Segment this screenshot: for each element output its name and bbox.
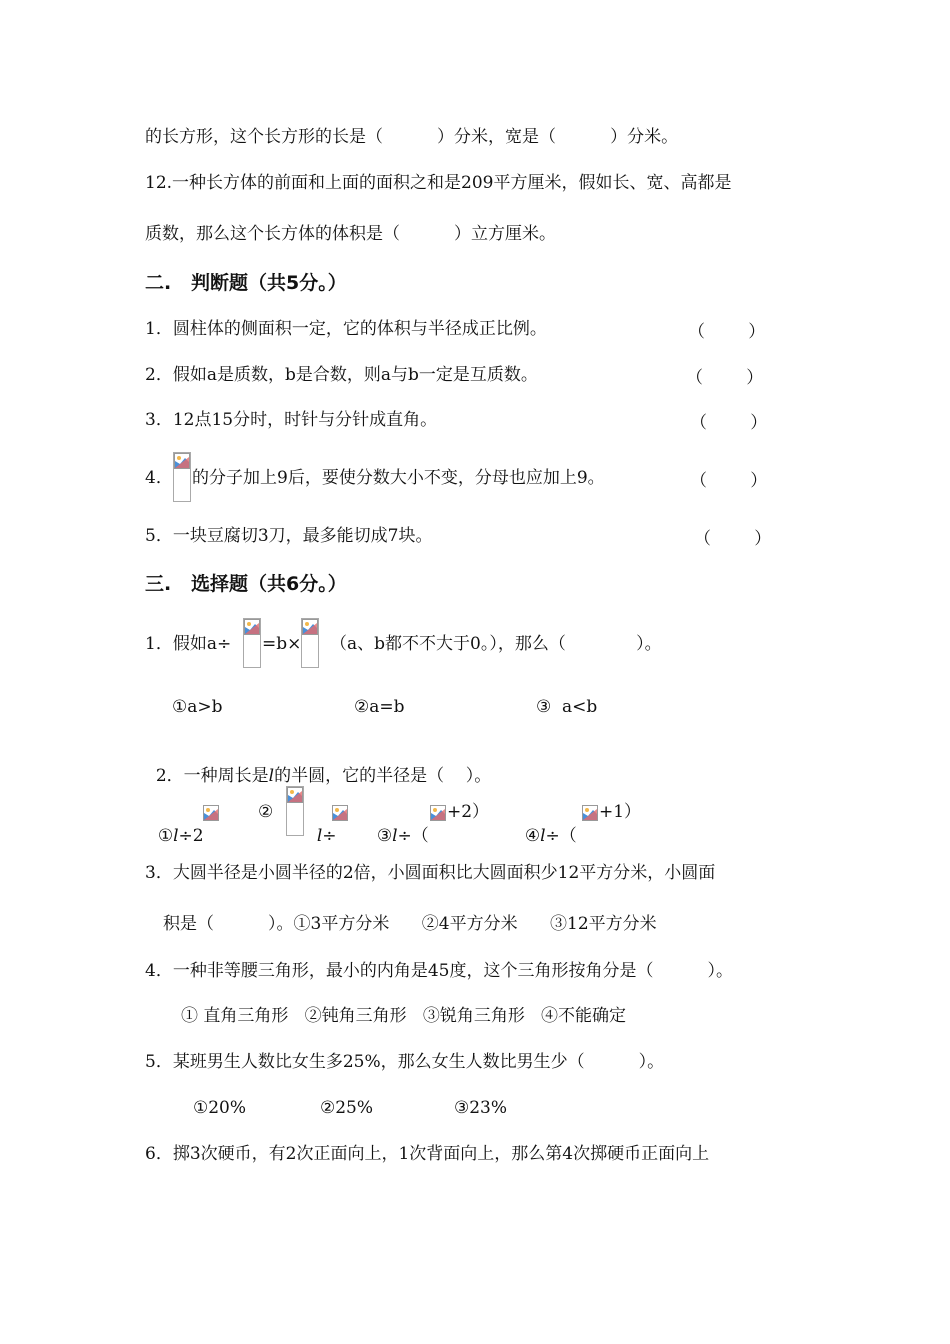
judge-item-2: 2．假如a是质数，b是合数，则a与b一定是互质数。	[145, 365, 538, 385]
choice2-option-2-label: ②	[258, 802, 274, 822]
fraction-image-icon	[301, 618, 319, 668]
judge-item-3: 3．12点15分时，时针与分针成直角。	[145, 410, 438, 430]
q12-line2: 质数，那么这个长方体的体积是（ ）立方厘米。	[145, 224, 557, 244]
choice1-option-2: ②a=b	[354, 697, 405, 717]
choice2-option-3: ③l÷（	[376, 826, 429, 846]
choice3-line2: 积是（ ）。①3平方分米 ②4平方分米 ③12平方分米	[163, 914, 657, 934]
judge-paren-3: （ ）	[690, 413, 768, 433]
judge-paren-5: （ ）	[694, 529, 772, 549]
fraction-image-icon	[173, 452, 191, 502]
choice5-line: 5．某班男生人数比女生多25%，那么女生人数比男生少（ ）。	[145, 1052, 665, 1072]
section2-heading: 二. 判断题（共5分。）	[145, 272, 347, 294]
choice2-option-4-end: +1）	[599, 802, 642, 822]
judge-paren-4: （ ）	[690, 471, 768, 491]
choice5-option-3: ③23%	[454, 1098, 508, 1118]
q11-continuation: 的长方形，这个长方形的长是（ ）分米，宽是（ ）分米。	[145, 127, 679, 147]
fraction-image-icon	[243, 618, 261, 668]
choice2-option-3-end: +2）	[447, 802, 490, 822]
choice4-options: ① 直角三角形 ②钝角三角形 ③锐角三角形 ④不能确定	[181, 1006, 627, 1026]
choice1-option-1: ①a>b	[172, 697, 223, 717]
fraction-image-icon	[286, 786, 304, 836]
image-icon	[332, 805, 348, 821]
image-icon	[203, 805, 219, 821]
judge-paren-1: （ ）	[688, 322, 766, 342]
choice3-line1: 3．大圆半径是小圆半径的2倍，小圆面积比大圆面积少12平方分米，小圆面	[145, 863, 716, 883]
choice5-option-1: ①20%	[193, 1098, 247, 1118]
judge-item-1: 1．圆柱体的侧面积一定，它的体积与半径成正比例。	[145, 319, 547, 339]
section3-heading: 三. 选择题（共6分。）	[145, 573, 347, 595]
judge-item-4-post: 的分子加上9后，要使分数大小不变，分母也应加上9。	[192, 468, 605, 488]
choice2-option-2: l÷	[316, 826, 337, 846]
choice2-line: 2．一种周长是l的半圆，它的半径是（ ）。	[155, 766, 492, 786]
choice1-option-3: ③ a<b	[536, 697, 598, 717]
choice2-option-1: ①l÷2	[157, 826, 204, 846]
judge-item-5: 5．一块豆腐切3刀，最多能切成7块。	[145, 526, 433, 546]
choice1-mid: =b×	[262, 634, 302, 654]
choice4-line: 4．一种非等腰三角形，最小的内角是45度，这个三角形按角分是（ ）。	[145, 961, 733, 981]
judge-paren-2: （ ）	[686, 368, 764, 388]
choice5-option-2: ②25%	[320, 1098, 374, 1118]
image-icon	[430, 805, 446, 821]
choice6-line: 6．掷3次硬币，有2次正面向上，1次背面向上，那么第4次掷硬币正面向上	[145, 1144, 710, 1164]
choice1-pre: 1．假如a÷	[145, 634, 232, 654]
judge-item-4-pre: 4．	[145, 468, 173, 488]
q12-line1: 12.一种长方体的前面和上面的面积之和是209平方厘米，假如长、宽、高都是	[145, 173, 732, 193]
image-icon	[582, 805, 598, 821]
choice1-post: （a、b都不不大于0。），那么（ ）。	[330, 634, 662, 654]
choice2-option-4: ④l÷（	[524, 826, 577, 846]
